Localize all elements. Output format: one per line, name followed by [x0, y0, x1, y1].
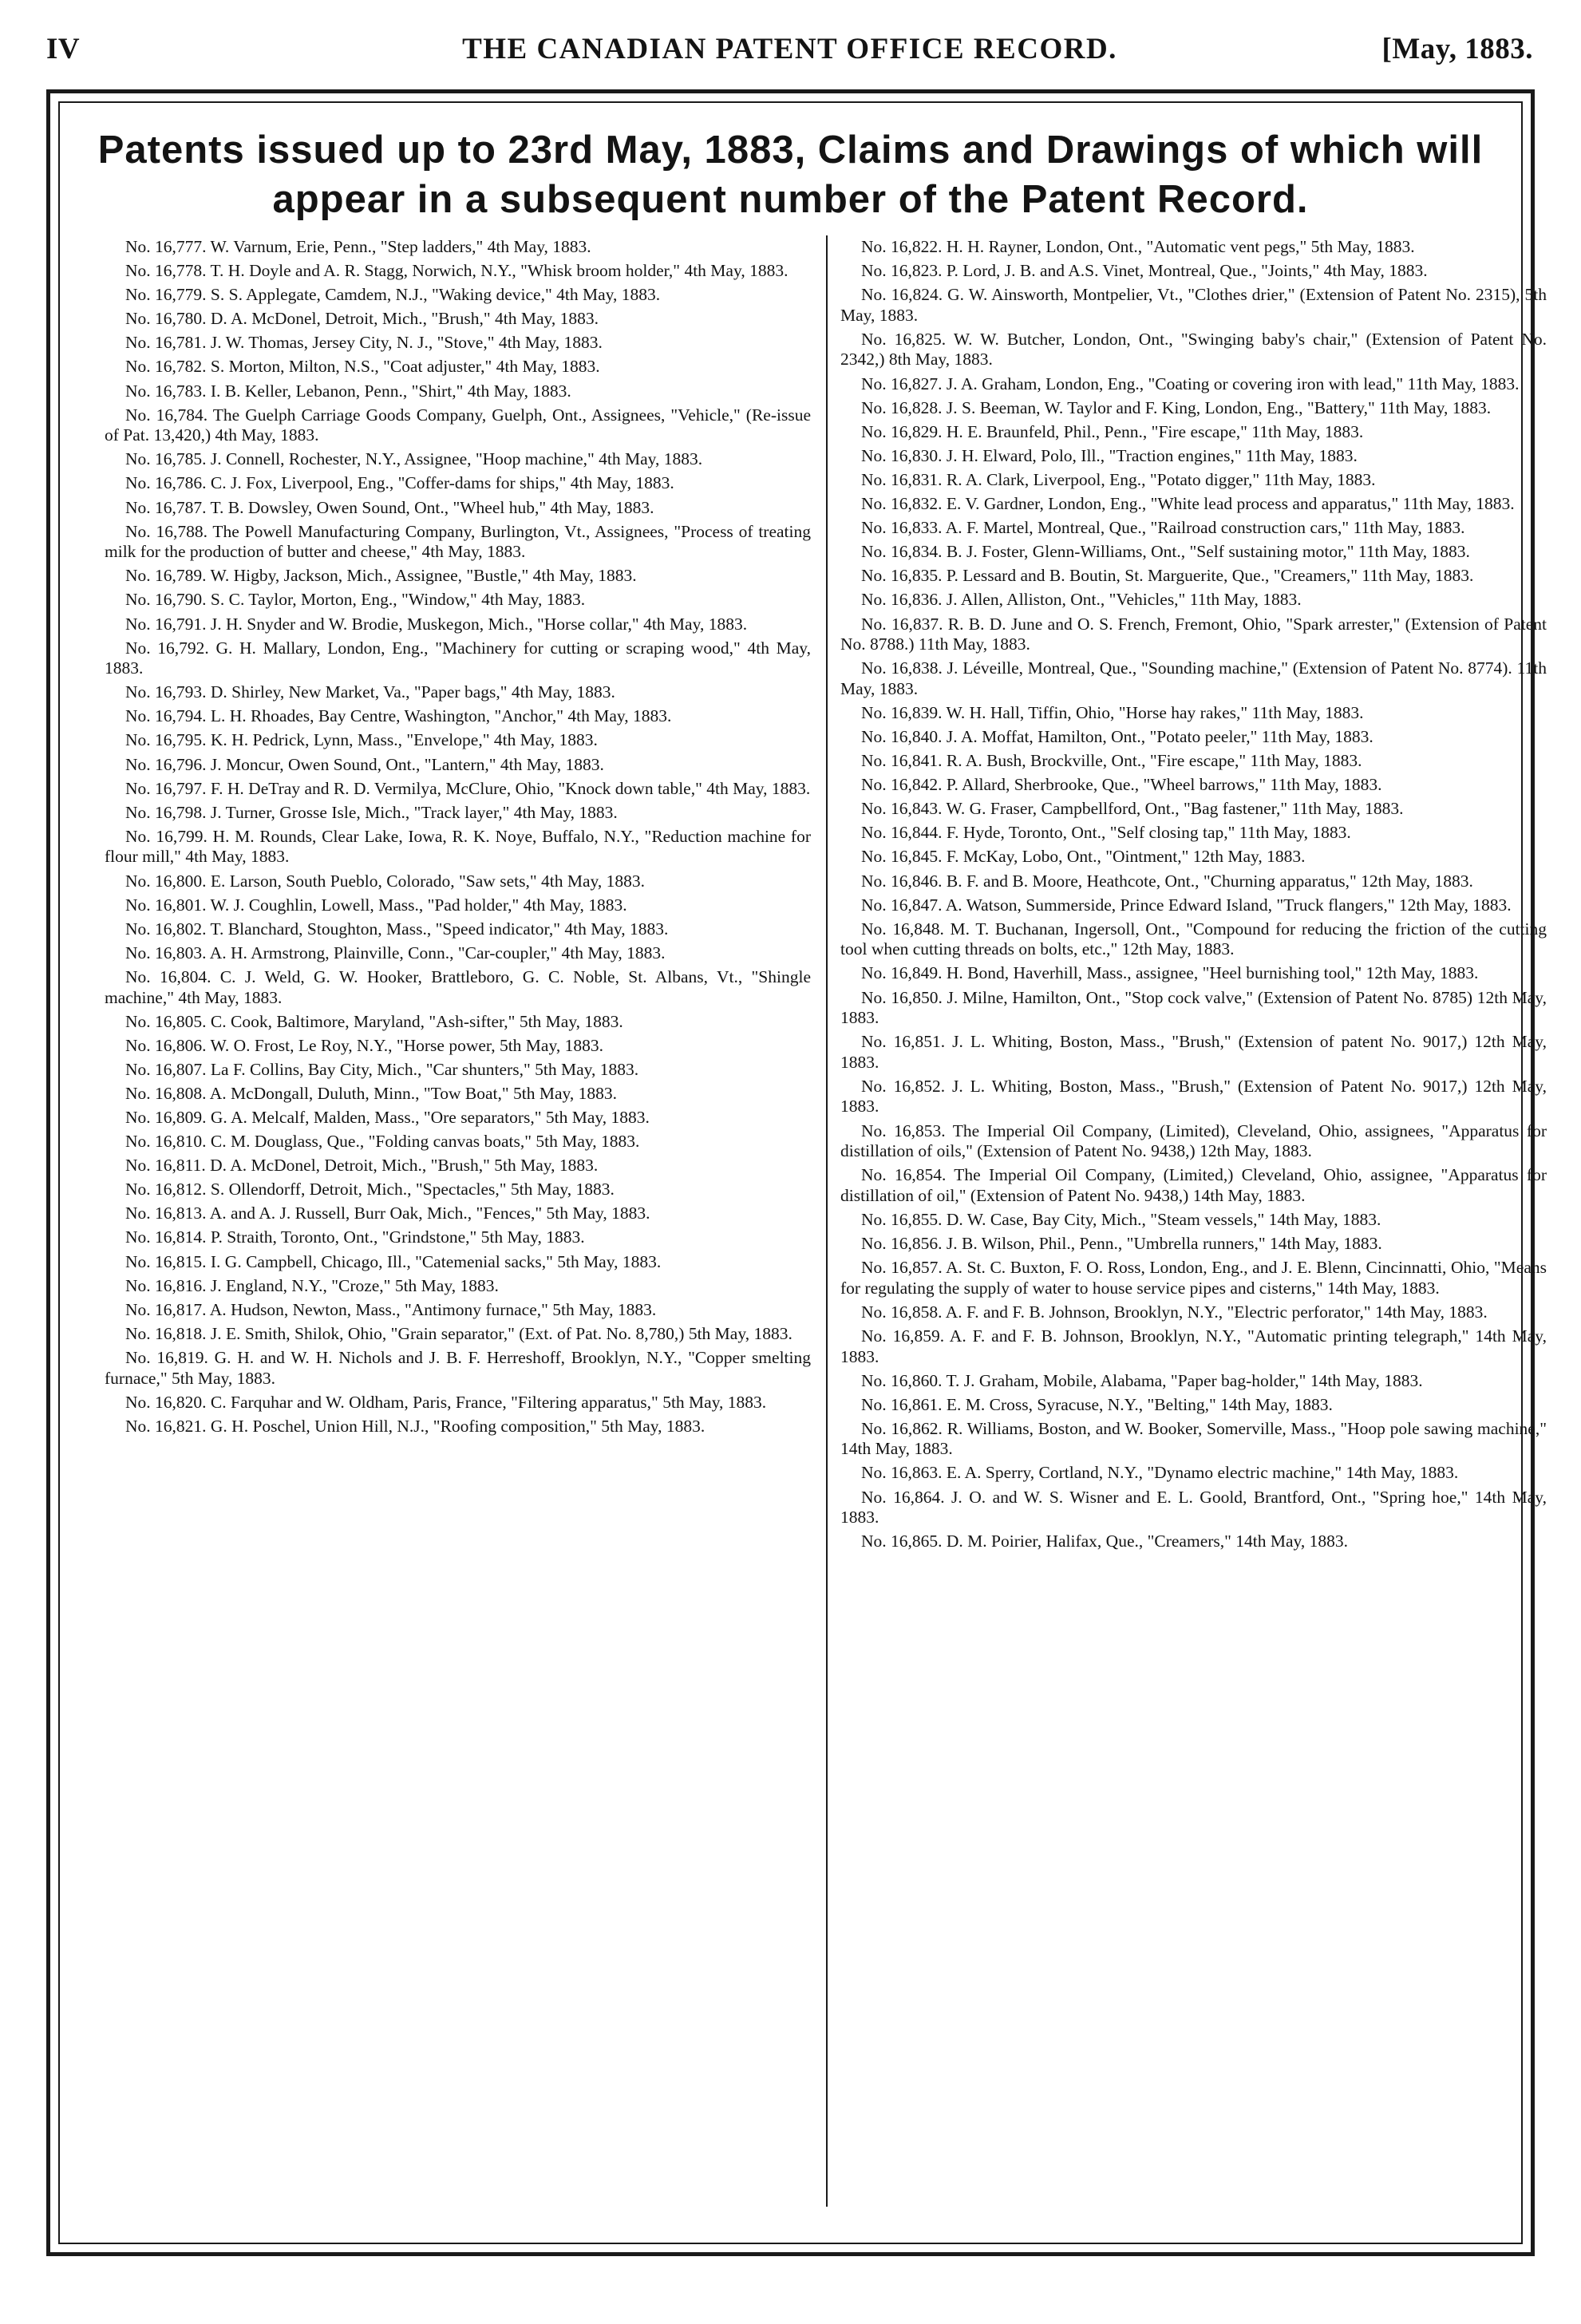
patent-entry: No. 16,836. J. Allen, Alliston, Ont., "Vehicles," 11th May, 1883. — [861, 590, 1302, 610]
patent-entry: No. 16,862. R. Williams, Boston, and W. Booker, Somerville, Mass., "Hoop pole sawing machine," 14th May, 1883. — [840, 1418, 1547, 1459]
patent-entry: No. 16,802. T. Blanchard, Stoughton, Mass., "Speed indicator," 4th May, 1883. — [125, 919, 669, 939]
patent-entry: No. 16,847. A. Watson, Summerside, Prince Edward Island, "Truck flangers," 12th May, 1883. — [861, 895, 1512, 915]
patent-entry: No. 16,851. J. L. Whiting, Boston, Mass., "Brush," (Extension of patent No. 9017,) 12th May, 1883. — [840, 1032, 1547, 1072]
page-heading: Patents issued up to 23rd May, 1883, Claims and Drawings of which will appear in a subsequent number of the Patent Record. — [97, 128, 1484, 221]
patent-entry: No. 16,839. W. H. Hall, Tiffin, Ohio, "Horse hay rakes," 11th May, 1883. — [861, 702, 1364, 722]
patent-entry: No. 16,819. G. H. and W. H. Nichols and J. B. F. Herreshoff, Brooklyn, N.Y., "Copper smelting furnace," 5th May, 1883. — [105, 1347, 811, 1388]
patent-entry: No. 16,859. A. F. and F. B. Johnson, Brooklyn, N.Y., "Automatic printing telegraph," 14th May, 1883. — [840, 1326, 1547, 1366]
patent-entry: No. 16,814. P. Straith, Toronto, Ont., "Grindstone," 5th May, 1883. — [125, 1227, 585, 1247]
patent-entry: No. 16,838. J. Léveille, Montreal, Que., "Sounding machine," (Extension of Patent No. 8774). 11th May, 1883. — [840, 658, 1547, 698]
patent-entry: No. 16,794. L. H. Rhoades, Bay Centre, Washington, "Anchor," 4th May, 1883. — [125, 706, 672, 726]
patent-entry: No. 16,848. M. T. Buchanan, Ingersoll, Ont., "Compound for reducing the friction of the cutting tool when cutting threads on bolts, etc.," 12th May, 1883. — [840, 919, 1547, 959]
patent-entry: No. 16,787. T. B. Dowsley, Owen Sound, Ont., "Wheel hub," 4th May, 1883. — [125, 497, 654, 517]
running-head — [46, 32, 1533, 80]
patent-entry: No. 16,844. F. Hyde, Toronto, Ont., "Self closing tap," 11th May, 1883. — [861, 823, 1351, 843]
patent-entry: No. 16,830. J. H. Elward, Polo, Ill., "Traction engines," 11th May, 1883. — [861, 445, 1358, 465]
patent-entry: No. 16,803. A. H. Armstrong, Plainville, Conn., "Car-coupler," 4th May, 1883. — [125, 943, 666, 962]
patent-entry: No. 16,840. J. A. Moffat, Hamilton, Ont., "Potato peeler," 11th May, 1883. — [861, 726, 1373, 746]
patent-entry: No. 16,833. A. F. Martel, Montreal, Que., "Railroad construction cars," 11th May, 1883. — [861, 518, 1465, 538]
patent-entry: No. 16,827. J. A. Graham, London, Eng., "Coating or covering iron with lead," 11th May, 1883. — [861, 374, 1520, 393]
patent-entry: No. 16,785. J. Connell, Rochester, N.Y., Assignee, "Hoop machine," 4th May, 1883. — [125, 449, 703, 469]
patent-entry: No. 16,835. P. Lessard and B. Boutin, St. Marguerite, Que., "Creamers," 11th May, 1883. — [861, 566, 1474, 586]
patent-entry: No. 16,823. P. Lord, J. B. and A.S. Vinet, Montreal, Que., "Joints," 4th May, 1883. — [861, 261, 1428, 281]
patent-entry: No. 16,865. D. M. Poirier, Halifax, Que., "Creamers," 14th May, 1883. — [861, 1532, 1349, 1551]
patent-entry: No. 16,820. C. Farquhar and W. Oldham, Paris, France, "Filtering apparatus," 5th May, 1883. — [125, 1392, 767, 1412]
patent-entry: No. 16,777. W. Varnum, Erie, Penn., "Step ladders," 4th May, 1883. — [125, 237, 591, 256]
patent-entry: No. 16,822. H. H. Rayner, London, Ont., "Automatic vent pegs," 5th May, 1883. — [861, 237, 1415, 256]
patent-entry: No. 16,856. J. B. Wilson, Phil., Penn., "Umbrella runners," 14th May, 1883. — [861, 1234, 1382, 1254]
patent-entry: No. 16,795. K. H. Pedrick, Lynn, Mass., "Envelope," 4th May, 1883. — [125, 730, 598, 750]
patent-entry: No. 16,850. J. Milne, Hamilton, Ont., "Stop cock valve," (Extension of Patent No. 8785) 12th May, 1883. — [840, 987, 1547, 1028]
left-column — [105, 237, 811, 2216]
patent-entry: No. 16,829. H. E. Braunfeld, Phil., Penn., "Fire escape," 11th May, 1883. — [861, 421, 1364, 441]
right-column — [840, 237, 1547, 2216]
issue-date: [May, 1883. — [1381, 33, 1533, 65]
patent-entry: No. 16,846. B. F. and B. Moore, Heathcote, Ont., "Churning apparatus," 12th May, 1883. — [861, 871, 1473, 891]
patent-entry: No. 16,786. C. J. Fox, Liverpool, Eng., "Coffer-dams for ships," 4th May, 1883. — [125, 473, 674, 493]
patent-entry: No. 16,857. A. St. C. Buxton, F. O. Ross, London, Eng., and J. E. Blenn, Cincinnatti, Ohio, "Means for regulating the supply of water to house service pipes and cisterns," 14th May, 1883. — [840, 1258, 1547, 1298]
patent-entry: No. 16,797. F. H. DeTray and R. D. Vermilya, McClure, Ohio, "Knock down table," 4th May, 1883. — [125, 778, 811, 798]
patent-entry: No. 16,816. J. England, N.Y., "Croze," 5th May, 1883. — [125, 1275, 499, 1295]
patent-entry: No. 16,860. T. J. Graham, Mobile, Alabama, "Paper bag-holder," 14th May, 1883. — [861, 1370, 1423, 1390]
patent-entry: No. 16,817. A. Hudson, Newton, Mass., "Antimony furnace," 5th May, 1883. — [125, 1299, 657, 1319]
patent-entry: No. 16,792. G. H. Mallary, London, Eng., "Machinery for cutting or scraping wood," 4th May, 1883. — [105, 638, 811, 678]
patent-entry: No. 16,798. J. Turner, Grosse Isle, Mich., "Track layer," 4th May, 1883. — [125, 802, 618, 822]
patent-entry: No. 16,815. I. G. Campbell, Chicago, Ill., "Catemenial sacks," 5th May, 1883. — [125, 1251, 662, 1271]
patent-entry: No. 16,821. G. H. Poschel, Union Hill, N.J., "Roofing composition," 5th May, 1883. — [125, 1416, 706, 1436]
patent-entry: No. 16,849. H. Bond, Haverhill, Mass., assignee, "Heel burnishing tool," 12th May, 1883. — [861, 963, 1479, 983]
patent-entry: No. 16,778. T. H. Doyle and A. R. Stagg, Norwich, N.Y., "Whisk broom holder," 4th May, 1883. — [125, 261, 789, 281]
patent-entry: No. 16,790. S. C. Taylor, Morton, Eng., "Window," 4th May, 1883. — [125, 590, 586, 610]
patent-entry: No. 16,805. C. Cook, Baltimore, Maryland, "Ash-sifter," 5th May, 1883. — [125, 1011, 623, 1031]
patent-entry: No. 16,791. J. H. Snyder and W. Brodie, Muskegon, Mich., "Horse collar," 4th May, 1883. — [125, 614, 748, 634]
patent-entry: No. 16,842. P. Allard, Sherbrooke, Que., "Wheel barrows," 11th May, 1883. — [861, 775, 1382, 795]
patent-entry: No. 16,782. S. Morton, Milton, N.S., "Coat adjuster," 4th May, 1883. — [125, 357, 600, 377]
patent-entry: No. 16,780. D. A. McDonel, Detroit, Mich., "Brush," 4th May, 1883. — [125, 309, 599, 329]
patent-entry: No. 16,863. E. A. Sperry, Cortland, N.Y., "Dynamo electric machine," 14th May, 1883. — [861, 1463, 1459, 1483]
patent-entry: No. 16,783. I. B. Keller, Lebanon, Penn., "Shirt," 4th May, 1883. — [125, 381, 571, 401]
patent-entry: No. 16,828. J. S. Beeman, W. Taylor and F. King, London, Eng., "Battery," 11th May, 1883. — [861, 397, 1492, 417]
patent-entry: No. 16,852. J. L. Whiting, Boston, Mass., "Brush," (Extension of Patent No. 9017,) 12th May, 1883. — [840, 1076, 1547, 1117]
patent-entry: No. 16,841. R. A. Bush, Brockville, Ont., "Fire escape," 11th May, 1883. — [861, 751, 1362, 771]
patent-entry: No. 16,837. R. B. D. June and O. S. French, Fremont, Ohio, "Spark arrester," (Extension of Patent No. 8788.) 11th May, 1883. — [840, 614, 1547, 654]
patent-entry: No. 16,806. W. O. Frost, Le Roy, N.Y., "Horse power, 5th May, 1883. — [125, 1035, 603, 1055]
patent-entry: No. 16,779. S. S. Applegate, Camdem, N.J., "Waking device," 4th May, 1883. — [125, 285, 661, 305]
patent-entry: No. 16,832. E. V. Gardner, London, Eng., "White lead process and apparatus," 11th May, 1883. — [861, 494, 1515, 514]
patent-entry: No. 16,800. E. Larson, South Pueblo, Colorado, "Saw sets," 4th May, 1883. — [125, 871, 645, 891]
patent-entry: No. 16,855. D. W. Case, Bay City, Mich., "Steam vessels," 14th May, 1883. — [861, 1209, 1381, 1229]
patent-entry: No. 16,799. H. M. Rounds, Clear Lake, Iowa, R. K. Noye, Buffalo, N.Y., "Reduction machine for flour mill," 4th May, 1883. — [105, 826, 811, 867]
patent-entry: No. 16,809. G. A. Melcalf, Malden, Mass., "Ore separators," 5th May, 1883. — [125, 1107, 650, 1127]
patent-entry: No. 16,845. F. McKay, Lobo, Ont., "Ointment," 12th May, 1883. — [861, 847, 1306, 867]
patent-entry: No. 16,853. The Imperial Oil Company, (Limited), Cleveland, Ohio, assignees, "Apparatus for distillation of oils," (Extension of Patent No. 9438,) 12th May, 1883. — [840, 1120, 1547, 1161]
patent-entry: No. 16,824. G. W. Ainsworth, Montpelier, Vt., "Clothes drier," (Extension of Patent No. 2315), 5th May, 1883. — [840, 285, 1547, 325]
patent-entry: No. 16,843. W. G. Fraser, Campbellford, Ont., "Bag fastener," 11th May, 1883. — [861, 799, 1404, 819]
patent-entry: No. 16,796. J. Moncur, Owen Sound, Ont., "Lantern," 4th May, 1883. — [125, 754, 604, 774]
patent-entry: No. 16,781. J. W. Thomas, Jersey City, N. J., "Stove," 4th May, 1883. — [125, 333, 603, 353]
patent-entry: No. 16,864. J. O. and W. S. Wisner and E. L. Goold, Brantford, Ont., "Spring hoe," 14th May, 1883. — [840, 1487, 1547, 1528]
journal-title: THE CANADIAN PATENT OFFICE RECORD. — [462, 33, 1117, 65]
patent-entry: No. 16,808. A. McDongall, Duluth, Minn., "Tow Boat," 5th May, 1883. — [125, 1083, 618, 1103]
patent-entry: No. 16,812. S. Ollendorff, Detroit, Mich., "Spectacles," 5th May, 1883. — [125, 1180, 615, 1200]
patent-entry: No. 16,825. W. W. Butcher, London, Ont., "Swinging baby's chair," (Extension of Patent No. 2342,) 8th May, 1883. — [840, 329, 1547, 370]
column-divider — [826, 235, 828, 2207]
patent-entry: No. 16,793. D. Shirley, New Market, Va., "Paper bags," 4th May, 1883. — [125, 682, 615, 702]
patent-entry: No. 16,804. C. J. Weld, G. W. Hooker, Brattleboro, G. C. Noble, St. Albans, Vt., "Shingle machine," 4th May, 1883. — [105, 966, 811, 1007]
patent-entry: No. 16,801. W. J. Coughlin, Lowell, Mass., "Pad holder," 4th May, 1883. — [125, 895, 627, 915]
patent-entry: No. 16,784. The Guelph Carriage Goods Company, Guelph, Ont., Assignees, "Vehicle," (Re-issue of Pat. 13,420,) 4th May, 1883. — [105, 405, 811, 445]
patent-entry: No. 16,818. J. E. Smith, Shilok, Ohio, "Grain separator," (Ext. of Pat. No. 8,780,) 5th May, 1883. — [125, 1323, 792, 1343]
patent-entry: No. 16,789. W. Higby, Jackson, Mich., Assignee, "Bustle," 4th May, 1883. — [125, 566, 637, 586]
patent-entry: No. 16,831. R. A. Clark, Liverpool, Eng., "Potato digger," 11th May, 1883. — [861, 469, 1376, 489]
patent-entry: No. 16,854. The Imperial Oil Company, (Limited,) Cleveland, Ohio, assignee, "Apparatus for distillation of oil," (Extension of Patent No. 9438,) 14th May, 1883. — [840, 1165, 1547, 1205]
patent-entry: No. 16,861. E. M. Cross, Syracuse, N.Y., "Belting," 14th May, 1883. — [861, 1394, 1333, 1414]
patent-entry: No. 16,788. The Powell Manufacturing Company, Burlington, Vt., Assignees, "Process of treating milk for the production of butter and cheese," 4th May, 1883. — [105, 521, 811, 562]
patent-entry: No. 16,807. La F. Collins, Bay City, Mich., "Car shunters," 5th May, 1883. — [125, 1059, 639, 1079]
patent-entry: No. 16,810. C. M. Douglass, Que., "Folding canvas boats," 5th May, 1883. — [125, 1132, 640, 1152]
page-frame — [46, 89, 1547, 2256]
patent-entry: No. 16,813. A. and A. J. Russell, Burr Oak, Mich., "Fences," 5th May, 1883. — [125, 1204, 650, 1223]
patent-entry: No. 16,811. D. A. McDonel, Detroit, Mich., "Brush," 5th May, 1883. — [125, 1156, 599, 1176]
patent-entry: No. 16,834. B. J. Foster, Glenn-Williams, Ont., "Self sustaining motor," 11th May, 1883. — [861, 542, 1470, 562]
patent-entry: No. 16,858. A. F. and F. B. Johnson, Brooklyn, N.Y., "Electric perforator," 14th May, 1883. — [861, 1302, 1488, 1322]
page-number: IV — [46, 33, 81, 65]
